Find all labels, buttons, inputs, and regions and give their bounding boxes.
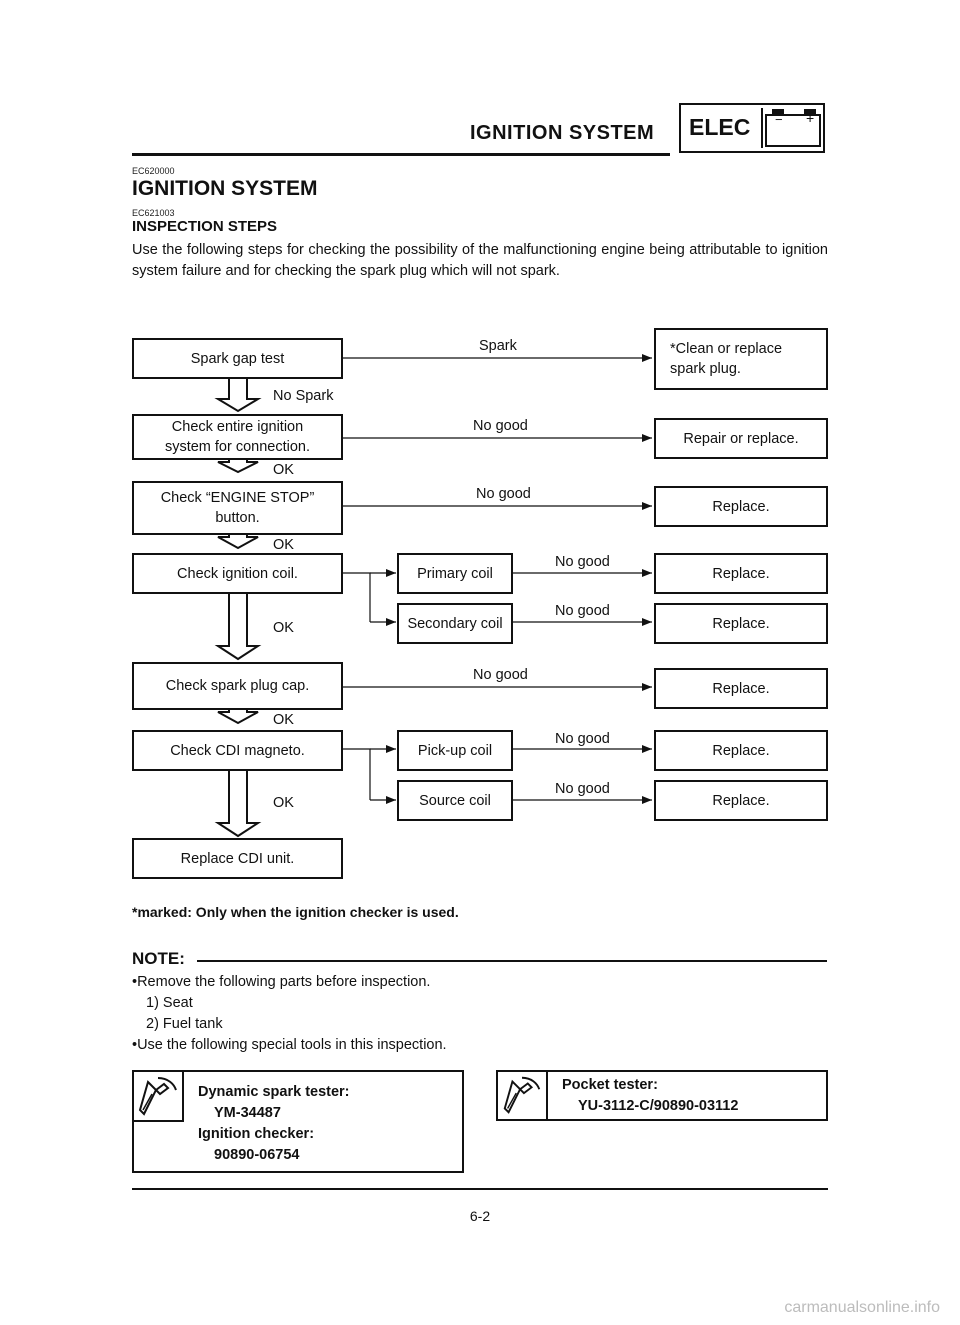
step-check-engine-stop: Check “ENGINE STOP” button. (132, 481, 343, 535)
marked-note: *marked: Only when the ignition checker is used. (132, 904, 459, 920)
tool-ignition-checker-number: 90890-06754 (214, 1147, 300, 1163)
tool-ignition-checker-label: Ignition checker: (198, 1126, 315, 1142)
step-check-ignition-coil: Check ignition coil. (132, 553, 343, 594)
label-ok-1: OK (273, 462, 294, 478)
result-replace-pickup: Replace. (654, 730, 828, 771)
sub-source-coil: Source coil (397, 780, 513, 821)
bullet: • (132, 1037, 138, 1053)
section-title: IGNITION SYSTEM (132, 177, 318, 200)
watermark: carmanualsonline.info (784, 1299, 940, 1316)
step-replace-cdi-unit: Replace CDI unit. (132, 838, 343, 879)
sub-secondary-coil: Secondary coil (397, 603, 513, 644)
result-replace-secondary: Replace. (654, 603, 828, 644)
note-item-fuel-tank: 2) Fuel tank (146, 1016, 223, 1032)
subsection-title: INSPECTION STEPS (132, 218, 278, 235)
down-arrow-3 (218, 535, 258, 548)
label-spark: Spark (479, 338, 517, 354)
tool-box-pocket-tester (496, 1070, 828, 1121)
step-spark-gap-test: Spark gap test (132, 338, 343, 379)
battery-plus: + (806, 110, 815, 126)
down-arrow-1 (218, 379, 258, 411)
note-item-seat: 1) Seat (146, 995, 193, 1011)
result-replace-stop: Replace. (654, 486, 828, 527)
wrench-icon (134, 1072, 184, 1122)
note-item-remove: •Remove the following parts before inspection. (132, 974, 431, 990)
tool-pocket-tester-number: YU-3112-C/90890-03112 (578, 1098, 739, 1114)
label-ok-3: OK (273, 620, 294, 636)
header-title: IGNITION SYSTEM (470, 122, 655, 144)
result-clean-replace-plug: *Clean or replace spark plug. (654, 328, 828, 390)
subsection-code: EC621003 (132, 208, 175, 218)
note-rule (197, 960, 827, 962)
label-no-good-pickup: No good (555, 731, 610, 747)
down-arrow-4 (218, 594, 258, 659)
label-ok-4: OK (273, 712, 294, 728)
down-arrow-6 (218, 771, 258, 836)
sub-primary-coil: Primary coil (397, 553, 513, 594)
down-arrow-5 (218, 710, 258, 723)
label-ok-2: OK (273, 537, 294, 553)
result-replace-cap: Replace. (654, 668, 828, 709)
page-number: 6-2 (469, 1208, 491, 1224)
label-no-good-stop: No good (476, 486, 531, 502)
step-check-spark-plug-cap: Check spark plug cap. (132, 662, 343, 710)
elec-badge-text: ELEC (689, 114, 751, 140)
label-no-good-ignition: No good (473, 418, 528, 434)
wrench-icon (498, 1072, 548, 1119)
note-item-tools: •Use the following special tools in this inspection. (132, 1037, 447, 1053)
label-no-good-source: No good (555, 781, 610, 797)
label-ok-5: OK (273, 795, 294, 811)
result-replace-primary: Replace. (654, 553, 828, 594)
label-no-good-primary: No good (555, 554, 610, 570)
section-code: EC620000 (132, 166, 175, 176)
cdi-branch-line (343, 749, 370, 800)
tool-spark-tester-label: Dynamic spark tester: (198, 1084, 350, 1100)
label-no-good-secondary: No good (555, 603, 610, 619)
battery-minus: − (775, 112, 783, 127)
result-repair-or-replace: Repair or replace. (654, 418, 828, 459)
result-replace-source: Replace. (654, 780, 828, 821)
sub-pickup-coil: Pick-up coil (397, 730, 513, 771)
bullet: • (132, 974, 138, 990)
step-check-ignition-system: Check entire ignition system for connection. (132, 414, 343, 460)
tool-pocket-tester-label: Pocket tester: (562, 1077, 658, 1093)
tool-spark-tester-number: YM-34487 (214, 1105, 281, 1121)
coil-branch-line (343, 573, 370, 622)
down-arrow-2 (218, 460, 258, 472)
tool-box-spark-tester (132, 1070, 464, 1173)
step-check-cdi-magneto: Check CDI magneto. (132, 730, 343, 771)
intro-paragraph: Use the following steps for checking the possibility of the malfunctioning engine being attributable to ignition system failure and for checking the spark plug which will not spark. (132, 242, 828, 279)
note-label: NOTE: (132, 949, 185, 968)
label-no-good-cap: No good (473, 667, 528, 683)
label-no-spark: No Spark (273, 388, 334, 404)
footer-rule (132, 1188, 828, 1190)
